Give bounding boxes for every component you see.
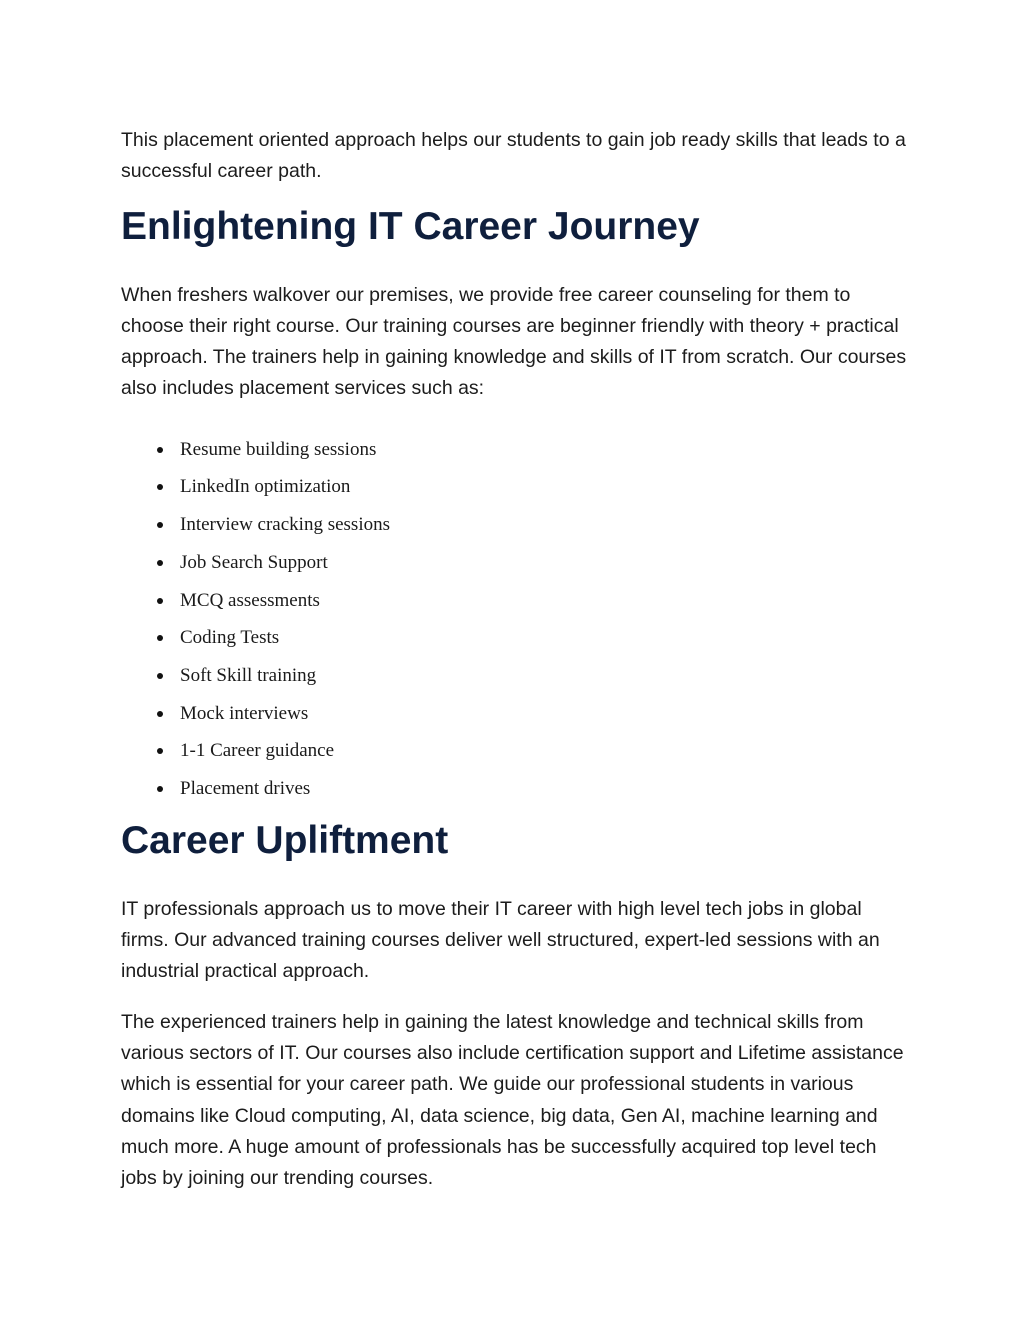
list-item — [121, 657, 911, 695]
career-upliftment-paragraph-1: IT professionals approach us to move their IT career with high level tech jobs in global firms. Our advanced training courses deliver well structured, expert-led sessions with an industrial practical approach. — [121, 897, 880, 983]
list-item — [121, 468, 911, 506]
bullet-icon — [157, 711, 163, 717]
career-upliftment-paragraph-2: The experienced trainers help in gaining the latest knowledge and technical skills from various sectors of IT. Our courses also include certification support and Lifetime assistance which is essential for your career path. We guide our professional students in various domains like Cloud computing, AI, data science, big data, Gen AI, machine learning and much more. A huge amount of professionals has be successfully acquired top level tech jobs by joining our trending courses. — [121, 1010, 904, 1190]
list-item — [121, 619, 911, 657]
bullet-icon — [157, 673, 163, 679]
bullet-icon — [157, 522, 163, 528]
section-heading-career-upliftment: Career Upliftment — [121, 818, 449, 862]
list-item — [121, 544, 911, 582]
list-item-label: LinkedIn optimization — [180, 476, 351, 498]
bullet-icon — [157, 598, 163, 604]
list-item-label: MCQ assessments — [180, 589, 320, 611]
career-journey-paragraph: When freshers walkover our premises, we provide free career counseling for them to choose their right course. Our training courses are beginner friendly with theory + practical approach. The trainers help in gaining knowledge and skills of IT from scratch. Our courses also includes placement services such as: — [121, 283, 907, 400]
list-item-label: Job Search Support — [180, 551, 328, 573]
placement-services-list — [121, 431, 911, 808]
list-item-label: Coding Tests — [180, 627, 280, 649]
bullet-icon — [157, 786, 163, 792]
bullet-icon — [157, 484, 163, 490]
list-item-label: Resume building sessions — [180, 438, 377, 460]
list-item — [121, 582, 911, 620]
list-item — [121, 770, 911, 808]
list-item — [121, 732, 911, 770]
bullet-icon — [157, 447, 163, 453]
list-item-label: Soft Skill training — [180, 665, 317, 686]
bullet-icon — [157, 635, 163, 641]
list-item — [121, 695, 911, 733]
document-page — [121, 125, 911, 1194]
list-item-label: 1-1 Career guidance — [180, 740, 335, 762]
list-item — [121, 431, 911, 469]
intro-paragraph: This placement oriented approach helps our students to gain job ready skills that leads to a successful career path. — [121, 129, 906, 183]
bullet-icon — [157, 748, 163, 754]
list-item — [121, 506, 911, 544]
list-item-label: Interview cracking sessions — [180, 514, 390, 536]
bullet-icon — [157, 560, 163, 566]
list-item-label: Placement drives — [180, 778, 311, 800]
list-item-label: Mock interviews — [180, 702, 309, 724]
section-heading-career-journey: Enlightening IT Career Journey — [121, 204, 700, 248]
